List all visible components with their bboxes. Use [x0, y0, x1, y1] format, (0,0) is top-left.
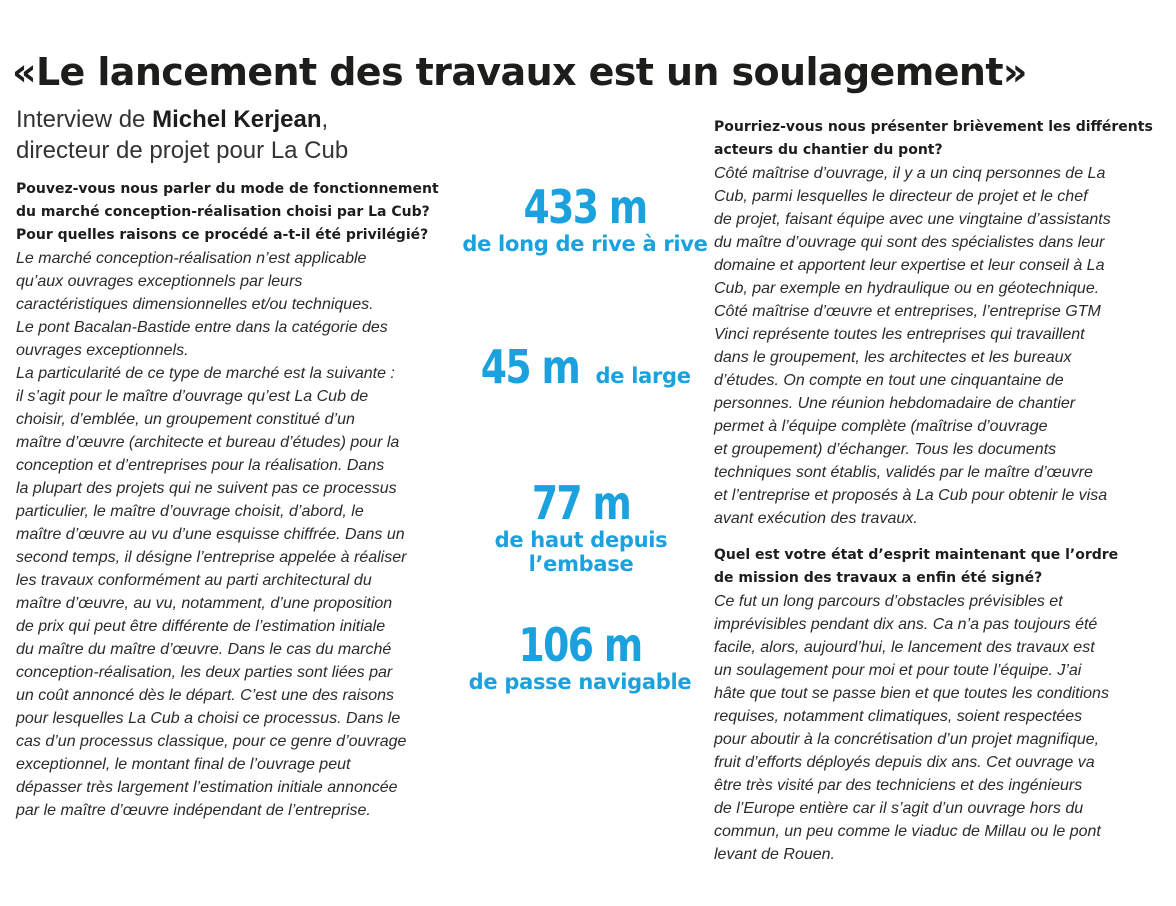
- answer-line: exceptionnel, le montant final de l’ouvrage peut: [16, 756, 351, 773]
- answer-line: conception et d’entreprises pour la réalisation. Dans: [16, 457, 385, 474]
- question-2: [714, 116, 1154, 162]
- figure-value: 45 m: [480, 340, 580, 394]
- answer-line: particulier, le maître d’ouvrage choisit, d’abord, le: [16, 503, 364, 520]
- answer-1: [16, 247, 446, 822]
- article-subtitle: [16, 104, 348, 166]
- answer-line: un coût annoncé dès le départ. C’est une des raisons: [16, 687, 395, 704]
- answer-line: Ce fut un long parcours d’obstacles prévisibles et: [714, 593, 1063, 610]
- left-column: [16, 178, 446, 822]
- answer-line: cas d’un processus classique, pour ce genre d’ouvrage: [16, 733, 407, 750]
- answer-line: fruit d’efforts déployés depuis dix ans. Cet ouvrage va: [714, 754, 1095, 771]
- answer-line: pour lesquelles La Cub a choisi ce processus. Dans le: [16, 710, 401, 727]
- answer-line: Côté maîtrise d’ouvrage, il y a un cinq personnes de La: [714, 165, 1106, 182]
- figure-height: [450, 478, 712, 576]
- answer-line: second temps, il désigne l’entreprise appelée à réaliser: [16, 549, 407, 566]
- answer-line: de prix qui peut être différente de l’estimation initiale: [16, 618, 386, 635]
- section-gap: [714, 530, 1154, 544]
- answer-line: qu’aux ouvrages exceptionnels par leurs: [16, 273, 303, 290]
- question-line: du marché conception-réalisation choisi par La Cub?: [16, 204, 430, 220]
- answer-line: dépasser très largement l’estimation initiale annoncée: [16, 779, 398, 796]
- answer-line: levant de Rouen.: [714, 846, 835, 863]
- figure-width: [470, 340, 690, 394]
- answer-line: par le maître d’œuvre indépendant de l’entreprise.: [16, 802, 371, 819]
- answer-line: d’études. On compte en tout une cinquantaine de: [714, 372, 1064, 389]
- answer-line: avant exécution des travaux.: [714, 510, 918, 527]
- figure-value: 77 m: [531, 476, 631, 530]
- figure-navigable: [460, 620, 700, 694]
- answer-line: hâte que tout se passe bien et que toutes les conditions: [714, 685, 1109, 702]
- question-line: Quel est votre état d’esprit maintenant que l’ordre: [714, 547, 1119, 563]
- figure-length: [460, 182, 710, 256]
- answer-line: un soulagement pour moi et pour toute l’équipe. J’ai: [714, 662, 1082, 679]
- answer-line: permet à l’équipe complète (maîtrise d’ouvrage: [714, 418, 1048, 435]
- answer-line: Côté maîtrise d’œuvre et entreprises, l’entreprise GTM: [714, 303, 1101, 320]
- answer-line: pour aboutir à la concrétisation d’un projet magnifique,: [714, 731, 1100, 748]
- answer-line: caractéristiques dimensionnelles et/ou techniques.: [16, 296, 374, 313]
- answer-line: domaine et apportent leur expertise et leur conseil à La: [714, 257, 1105, 274]
- answer-line: commun, un peu comme le viaduc de Millau ou le pont: [714, 823, 1101, 840]
- answer-line: maître d’œuvre (architecte et bureau d’études) pour la: [16, 434, 400, 451]
- answer-line: Vinci représente toutes les entreprises qui travaillent: [714, 326, 1085, 343]
- answer-line: requises, notamment climatiques, soient respectées: [714, 708, 1083, 725]
- answer-line: il s’agit pour le maître d’ouvrage qu’est La Cub de: [16, 388, 369, 405]
- answer-line: et groupement) d’échanger. Tous les documents: [714, 441, 1057, 458]
- answer-line: facile, alors, aujourd’hui, le lancement des travaux est: [714, 639, 1095, 656]
- answer-line: ouvrages exceptionnels.: [16, 342, 189, 359]
- answer-line: Cub, par exemple en hydraulique ou en géotechnique.: [714, 280, 1100, 297]
- answer-line: personnes. Une réunion hebdomadaire de chantier: [714, 395, 1076, 412]
- answer-line: conception-réalisation, les deux parties sont liées par: [16, 664, 393, 681]
- answer-line: dans le groupement, les architectes et les bureaux: [714, 349, 1072, 366]
- figure-caption: de passe navigable: [468, 670, 692, 694]
- answer-line: et l’entreprise et proposés à La Cub pour obtenir le visa: [714, 487, 1108, 504]
- answer-line: imprévisibles pendant dix ans. Ca n’a pas toujours été: [714, 616, 1098, 633]
- subtitle-prefix: Interview de: [16, 106, 153, 133]
- figure-value: 433 m: [523, 180, 647, 234]
- answer-line: Le marché conception-réalisation n’est applicable: [16, 250, 367, 267]
- question-line: acteurs du chantier du pont?: [714, 142, 943, 158]
- answer-line: maître d’œuvre au vu d’une esquisse chiffrée. Dans un: [16, 526, 405, 543]
- figure-caption: de long de rive à rive: [462, 232, 708, 256]
- question-line: Pour quelles raisons ce procédé a-t-il été privilégié?: [16, 227, 429, 243]
- answer-line: choisir, d’emblée, un groupement constitué d’un: [16, 411, 355, 428]
- question-3: [714, 544, 1154, 590]
- interviewee-name: Michel Kerjean: [152, 106, 322, 133]
- article-title: «Le lancement des travaux est un soulagement»: [12, 50, 1027, 94]
- answer-2: [714, 162, 1154, 530]
- answer-line: techniques sont établis, validés par le maître d’œuvre: [714, 464, 1093, 481]
- figure-caption: de haut depuis l’embase: [494, 528, 668, 576]
- right-column: [714, 116, 1154, 866]
- answer-line: du maître d’ouvrage qui sont des spécialistes dans leur: [714, 234, 1105, 251]
- interviewee-role: directeur de projet pour La Cub: [16, 137, 349, 164]
- answer-line: la plupart des projets qui ne suivent pas ce processus: [16, 480, 397, 497]
- subtitle-suffix: ,: [321, 106, 329, 133]
- question-line: Pouvez-vous nous parler du mode de fonctionnement: [16, 181, 439, 197]
- answer-line: de projet, faisant équipe avec une vingtaine d’assistants: [714, 211, 1111, 228]
- question-line: Pourriez-vous nous présenter brièvement les différents: [714, 119, 1153, 135]
- answer-3: [714, 590, 1154, 866]
- question-line: de mission des travaux a enfin été signé?: [714, 570, 1043, 586]
- figure-caption: de large: [595, 364, 691, 388]
- answer-line: être très visité par des techniciens et des ingénieurs: [714, 777, 1083, 794]
- answer-line: Le pont Bacalan-Bastide entre dans la catégorie des: [16, 319, 388, 336]
- answer-line: de l’Europe entière car il s’agit d’un ouvrage hors du: [714, 800, 1084, 817]
- answer-line: La particularité de ce type de marché est la suivante :: [16, 365, 395, 382]
- answer-line: les travaux conformément au parti architectural du: [16, 572, 372, 589]
- question-1: [16, 178, 446, 247]
- answer-line: maître d’œuvre, au vu, notamment, d’une proposition: [16, 595, 393, 612]
- figure-value: 106 m: [518, 618, 642, 672]
- answer-line: du maître du maître d’œuvre. Dans le cas du marché: [16, 641, 392, 658]
- answer-line: Cub, parmi lesquelles le directeur de projet et le chef: [714, 188, 1088, 205]
